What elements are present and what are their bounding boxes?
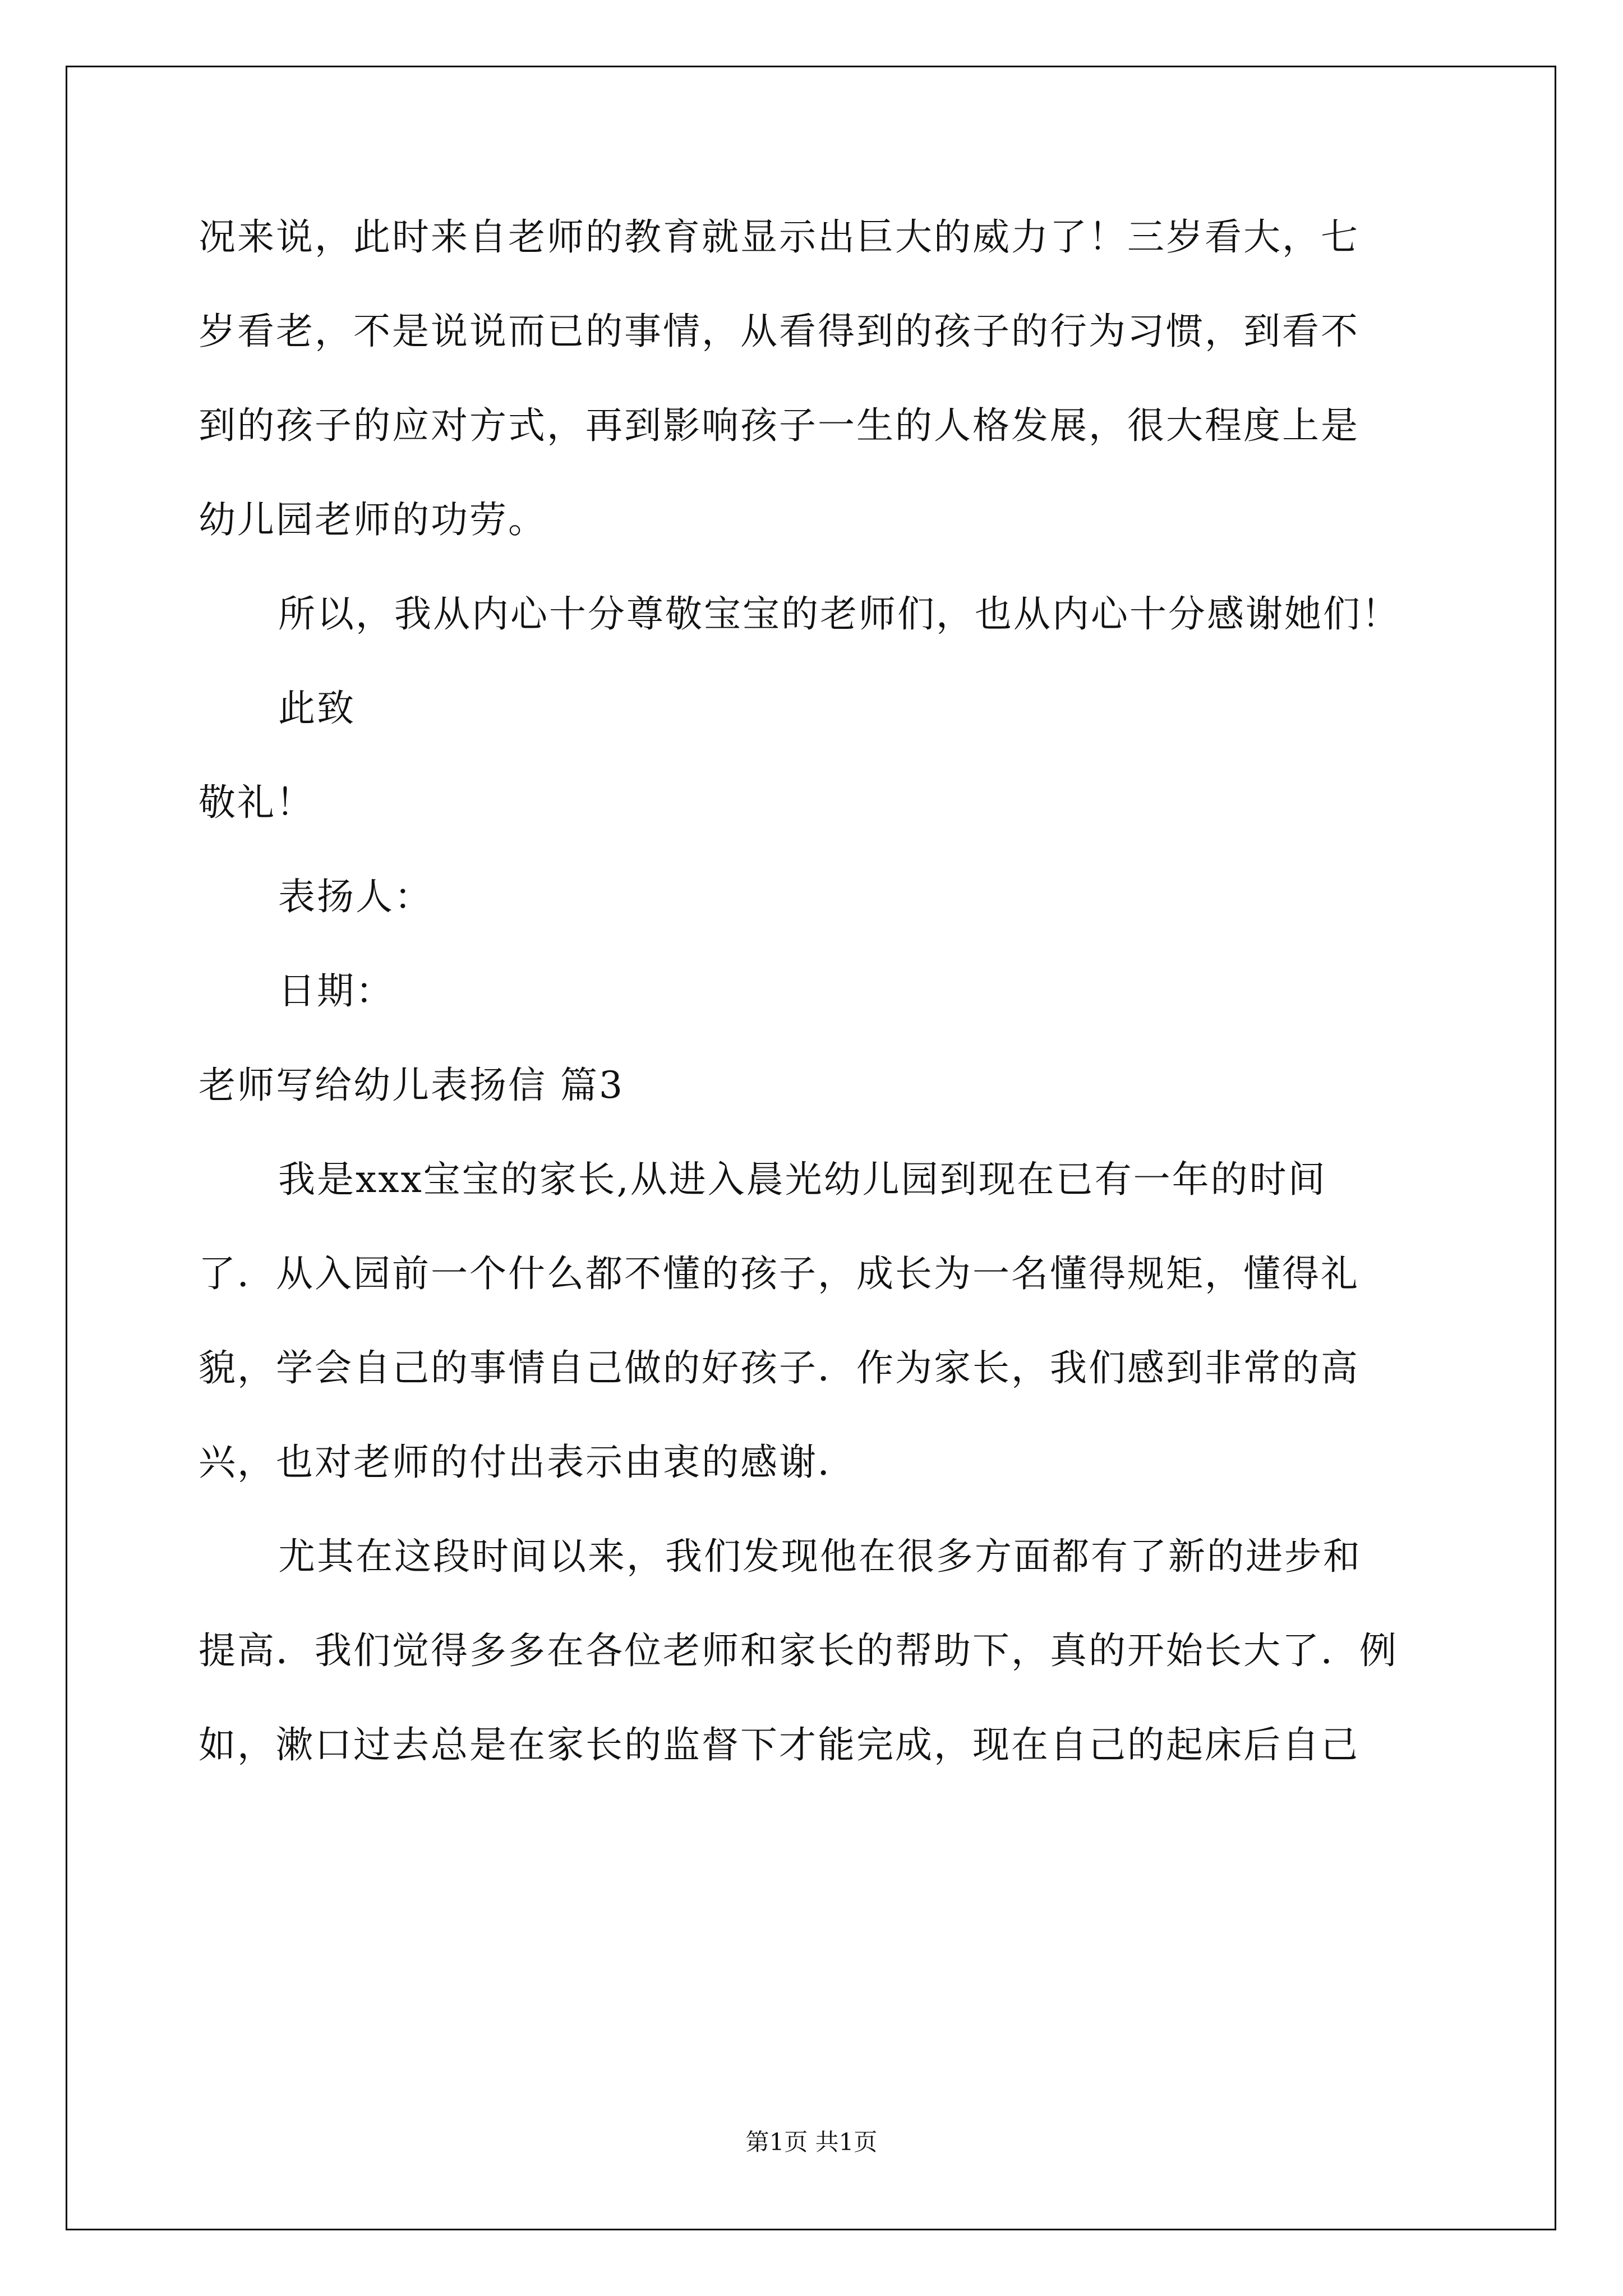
paragraph-line: 如，漱口过去总是在家长的监督下才能完成，现在自己的起床后自己 [199,1723,1359,1766]
paragraph-line: 岁看老，不是说说而已的事情，从看得到的孩子的行为习惯，到看不 [199,310,1359,353]
date-label: 日期： [278,969,394,1013]
paragraph-line: 了．从入园前一个什么都不懂的孩子，成长为一名懂得规矩，懂得礼 [199,1252,1359,1295]
document-body [199,215,1432,1820]
paragraph-line: 提高．我们觉得多多在各位老师和家长的帮助下，真的开始长大了．例 [199,1629,1398,1672]
paragraph-line: 况来说，此时来自老师的教育就显示出巨大的威力了！三岁看大，七 [199,215,1359,259]
paragraph-line: 尤其在这段时间以来，我们发现他在很多方面都有了新的进步和 [278,1535,1362,1578]
closing-respect: 敬礼！ [199,781,315,824]
section-heading: 老师写给幼儿表扬信 篇3 [199,1064,624,1107]
paragraph-line: 所以，我从内心十分尊敬宝宝的老师们，也从内心十分感谢她们！ [278,592,1400,636]
closing-salutation: 此致 [278,687,356,730]
signer-label: 表扬人： [278,875,433,918]
paragraph-line: 兴，也对老师的付出表示由衷的感谢． [199,1441,856,1484]
paragraph-line: 幼儿园老师的功劳。 [199,498,547,541]
paragraph-line: 貌，学会自己的事情自己做的好孩子．作为家长，我们感到非常的高 [199,1346,1359,1389]
paragraph-line: 到的孩子的应对方式，再到影响孩子一生的人格发展，很大程度上是 [199,404,1359,447]
paragraph-line: 我是xxx宝宝的家长,从进入晨光幼儿园到现在已有一年的时间 [278,1158,1327,1201]
page-footer: 第1页 共1页 [745,2128,878,2156]
